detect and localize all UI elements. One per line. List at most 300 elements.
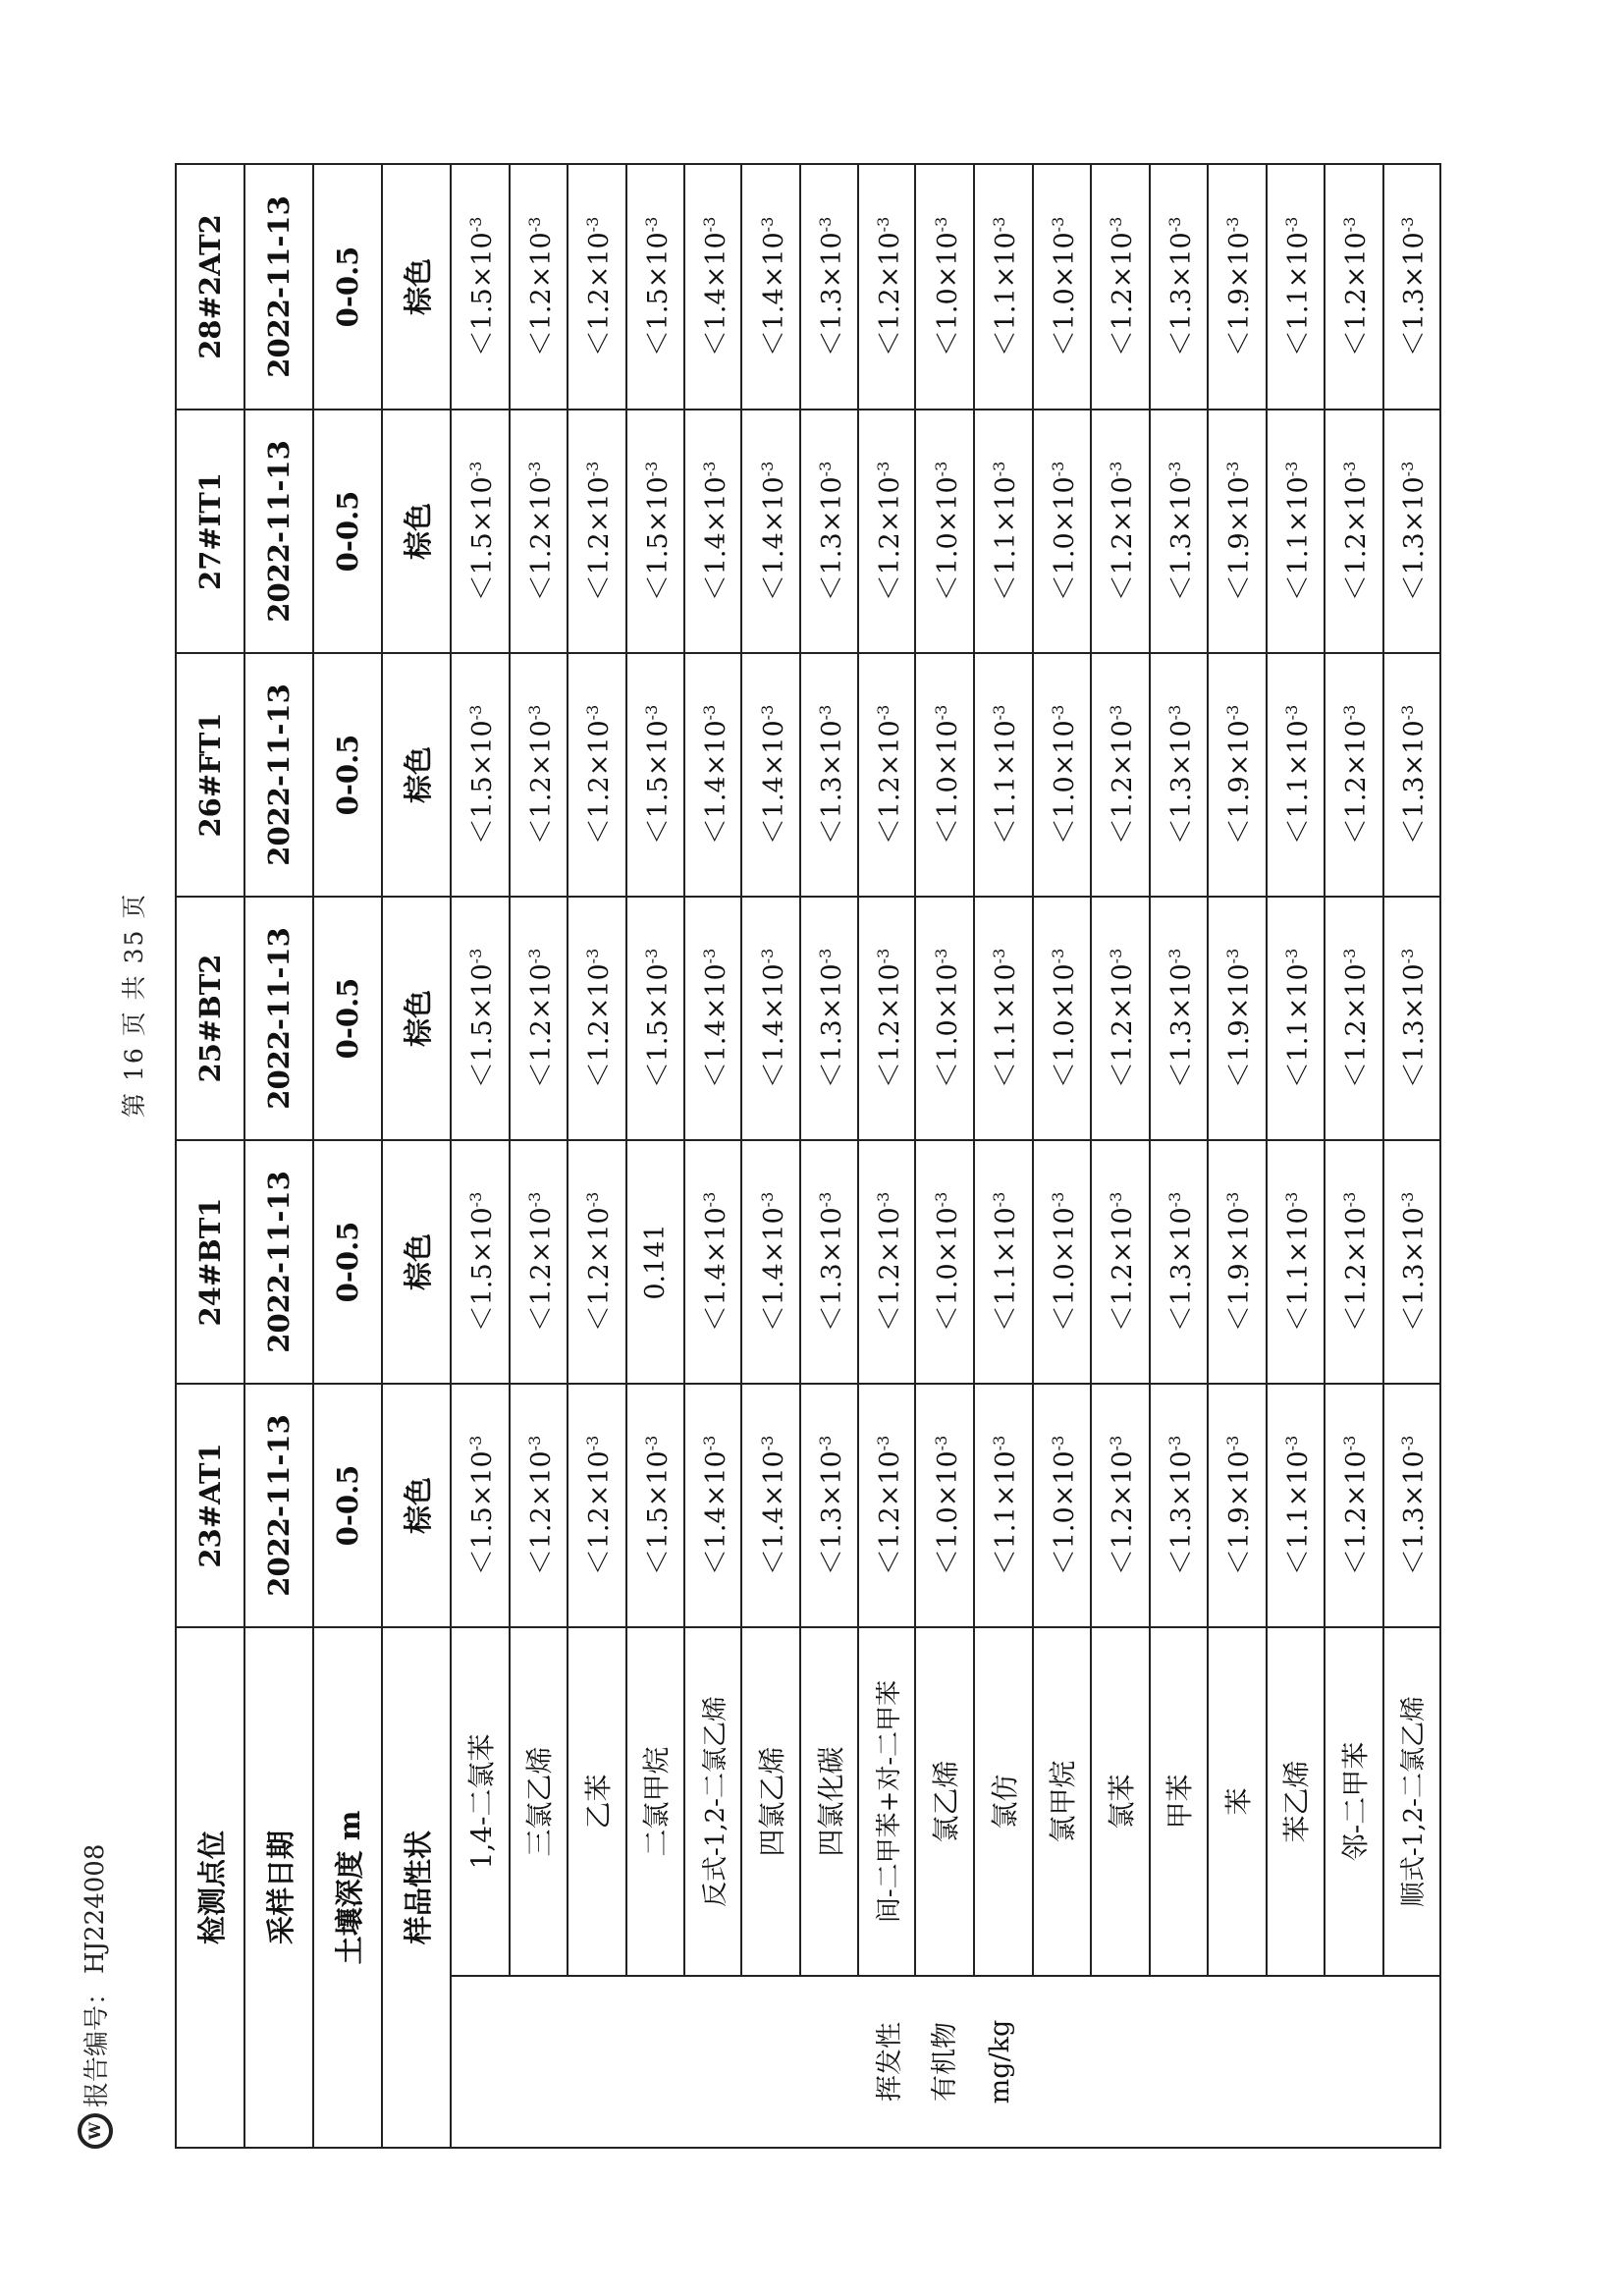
result-value: ＜1.1×10 xyxy=(1282,720,1314,846)
result-value-cell xyxy=(510,1384,568,1627)
result-value-cell xyxy=(858,653,915,897)
result-exponent: -3 xyxy=(873,1191,893,1208)
result-exponent: -3 xyxy=(990,1191,1009,1208)
result-exponent: -3 xyxy=(583,1191,603,1208)
result-exponent: -3 xyxy=(583,461,603,477)
result-exponent: -3 xyxy=(873,948,893,964)
result-exponent: -3 xyxy=(466,216,486,233)
result-value-cell xyxy=(974,410,1033,653)
result-value-cell xyxy=(1150,897,1209,1140)
result-value-cell xyxy=(974,164,1033,410)
result-exponent: -3 xyxy=(1164,461,1184,477)
result-exponent: -3 xyxy=(1398,704,1418,721)
result-exponent: -3 xyxy=(873,1435,893,1451)
header-row-depth xyxy=(313,164,382,2148)
result-value-cell xyxy=(1383,1140,1440,1384)
column-depth-cell: 0-0.5 xyxy=(313,1140,382,1384)
data-row xyxy=(684,164,741,2148)
result-exponent: -3 xyxy=(1281,948,1301,964)
result-value-cell xyxy=(915,897,974,1140)
result-value-cell xyxy=(974,1140,1033,1384)
result-exponent: -3 xyxy=(1107,948,1126,964)
result-value-cell xyxy=(915,410,974,653)
result-exponent: -3 xyxy=(699,1191,719,1208)
result-value-cell xyxy=(800,1384,859,1627)
result-value: ＜1.3×10 xyxy=(817,232,848,357)
result-value-cell xyxy=(568,1140,626,1384)
result-value: ＜1.2×10 xyxy=(584,963,616,1089)
result-value-cell xyxy=(1033,410,1092,653)
result-value-cell xyxy=(1383,653,1440,897)
result-value: ＜1.1×10 xyxy=(991,232,1022,357)
result-value: ＜1.9×10 xyxy=(1224,1450,1256,1576)
result-value-cell xyxy=(1091,1140,1150,1384)
result-value-cell xyxy=(1150,410,1209,653)
analyte-name: 氯仿 xyxy=(974,1627,1033,1976)
analyte-name: 二氯甲烷 xyxy=(626,1627,685,1976)
result-exponent: -3 xyxy=(1223,1191,1243,1208)
result-value-cell xyxy=(800,1140,859,1384)
result-value-cell xyxy=(684,410,741,653)
data-row xyxy=(1208,164,1267,2148)
data-row xyxy=(626,164,685,2148)
result-exponent: -3 xyxy=(466,461,486,477)
result-exponent: -3 xyxy=(1340,216,1360,233)
result-value-cell xyxy=(741,897,800,1140)
result-exponent: -3 xyxy=(1398,216,1418,233)
result-value: ＜1.5×10 xyxy=(642,963,674,1089)
result-value: ＜1.9×10 xyxy=(1224,476,1256,602)
result-exponent: -3 xyxy=(1107,216,1126,233)
result-value-cell xyxy=(684,164,741,410)
result-value: ＜1.4×10 xyxy=(700,1450,731,1576)
result-exponent: -3 xyxy=(524,704,544,721)
column-nature-cell: 棕色 xyxy=(382,1140,451,1384)
result-value-cell xyxy=(1150,653,1209,897)
result-exponent: -3 xyxy=(1048,1191,1067,1208)
analyte-name: 1,4-二氯苯 xyxy=(451,1627,510,1976)
result-value-cell xyxy=(510,653,568,897)
result-value: ＜1.2×10 xyxy=(1341,1450,1373,1576)
result-exponent: -3 xyxy=(466,1435,486,1451)
result-value: ＜1.2×10 xyxy=(525,720,557,846)
result-value-cell xyxy=(626,1140,685,1384)
result-exponent: -3 xyxy=(524,948,544,964)
result-exponent: -3 xyxy=(1048,948,1067,964)
result-value: ＜1.0×10 xyxy=(1049,720,1080,846)
data-row xyxy=(1150,164,1209,2148)
result-value-cell xyxy=(510,897,568,1140)
result-value: ＜1.3×10 xyxy=(1165,1207,1197,1333)
result-value: ＜1.3×10 xyxy=(1399,476,1431,602)
result-value: ＜1.2×10 xyxy=(1341,232,1373,357)
analyte-name: 顺式-1,2-二氯乙烯 xyxy=(1383,1627,1440,1976)
result-value-cell xyxy=(1383,410,1440,653)
result-exponent: -3 xyxy=(641,216,661,233)
category-line: 有机物 xyxy=(930,2022,960,2102)
result-value: ＜1.3×10 xyxy=(1399,232,1431,357)
column-date-cell: 2022-11-13 xyxy=(244,653,313,897)
result-exponent: -3 xyxy=(1223,948,1243,964)
row-header-point: 检测点位 xyxy=(176,1627,244,2148)
result-exponent: -3 xyxy=(699,216,719,233)
result-value: ＜1.2×10 xyxy=(874,1207,905,1333)
result-value-cell xyxy=(1091,410,1150,653)
column-date-cell: 2022-11-13 xyxy=(244,1140,313,1384)
column-nature-cell: 棕色 xyxy=(382,897,451,1140)
result-exponent: -3 xyxy=(1107,704,1126,721)
result-value: ＜1.2×10 xyxy=(525,1450,557,1576)
result-value-cell xyxy=(1383,164,1440,410)
result-value: ＜1.2×10 xyxy=(525,476,557,602)
column-point-cell: 24#BT1 xyxy=(176,1140,244,1384)
result-value-cell xyxy=(741,1140,800,1384)
result-value: ＜1.3×10 xyxy=(1165,476,1197,602)
result-exponent: -3 xyxy=(1164,216,1184,233)
result-exponent: -3 xyxy=(583,948,603,964)
result-value-cell xyxy=(1150,1384,1209,1627)
result-value-cell xyxy=(800,410,859,653)
result-value-cell xyxy=(510,164,568,410)
result-exponent: -3 xyxy=(1164,704,1184,721)
result-exponent: -3 xyxy=(1107,1191,1126,1208)
result-value-cell xyxy=(858,410,915,653)
result-exponent: -3 xyxy=(1398,948,1418,964)
result-value: ＜1.5×10 xyxy=(642,476,674,602)
result-exponent: -3 xyxy=(699,461,719,477)
result-value: ＜1.4×10 xyxy=(700,1207,731,1333)
result-exponent: -3 xyxy=(873,216,893,233)
result-exponent: -3 xyxy=(816,704,836,721)
result-value-cell xyxy=(1267,653,1325,897)
result-value: ＜1.0×10 xyxy=(1049,476,1080,602)
result-value: ＜1.4×10 xyxy=(700,476,731,602)
column-date-cell: 2022-11-13 xyxy=(244,410,313,653)
result-exponent: -3 xyxy=(990,216,1009,233)
result-value: ＜1.3×10 xyxy=(1399,1207,1431,1333)
result-exponent: -3 xyxy=(931,216,950,233)
result-value-cell xyxy=(1325,1140,1383,1384)
result-exponent: -3 xyxy=(816,1191,836,1208)
result-value-cell xyxy=(800,653,859,897)
result-value: ＜1.0×10 xyxy=(1049,1450,1080,1576)
result-exponent: -3 xyxy=(931,461,950,477)
result-exponent: -3 xyxy=(1164,948,1184,964)
result-value: ＜1.3×10 xyxy=(1165,963,1197,1089)
result-exponent: -3 xyxy=(1164,1435,1184,1451)
result-value-cell xyxy=(568,164,626,410)
result-value-cell xyxy=(1325,410,1383,653)
result-exponent: -3 xyxy=(699,948,719,964)
result-exponent: -3 xyxy=(1223,704,1243,721)
result-exponent: -3 xyxy=(1048,216,1067,233)
result-value: ＜1.2×10 xyxy=(1341,720,1373,846)
result-value-cell xyxy=(510,1140,568,1384)
result-exponent: -3 xyxy=(583,216,603,233)
result-value-cell xyxy=(1208,410,1267,653)
result-value-cell xyxy=(568,1384,626,1627)
result-value: ＜1.0×10 xyxy=(1049,963,1080,1089)
result-value-cell xyxy=(568,410,626,653)
result-value-cell xyxy=(1267,1384,1325,1627)
result-exponent: -3 xyxy=(1223,461,1243,477)
analyte-name: 氯苯 xyxy=(1091,1627,1150,1976)
analyte-name: 四氯乙烯 xyxy=(741,1627,800,1976)
result-value-cell xyxy=(626,1384,685,1627)
result-value-cell xyxy=(915,164,974,410)
result-exponent: -3 xyxy=(816,948,836,964)
result-exponent: -3 xyxy=(1340,1191,1360,1208)
result-value-cell xyxy=(1033,1384,1092,1627)
result-exponent: -3 xyxy=(641,704,661,721)
result-value-cell xyxy=(741,1384,800,1627)
result-value-cell xyxy=(1208,1140,1267,1384)
result-value-cell xyxy=(1267,410,1325,653)
result-exponent: -3 xyxy=(1340,1435,1360,1451)
result-value: ＜1.5×10 xyxy=(467,1207,499,1333)
result-exponent: -3 xyxy=(1281,461,1301,477)
result-value-cell xyxy=(1150,164,1209,410)
data-row xyxy=(858,164,915,2148)
data-row xyxy=(451,164,510,2148)
column-nature-cell: 棕色 xyxy=(382,653,451,897)
result-value-cell xyxy=(1208,897,1267,1140)
data-row xyxy=(915,164,974,2148)
result-value: ＜1.0×10 xyxy=(932,232,963,357)
column-point-cell: 23#AT1 xyxy=(176,1384,244,1627)
result-exponent: -3 xyxy=(466,1191,486,1208)
column-nature-cell: 棕色 xyxy=(382,164,451,410)
result-exponent: -3 xyxy=(990,461,1009,477)
result-value-cell xyxy=(915,1384,974,1627)
result-exponent: -3 xyxy=(757,1191,777,1208)
result-value: ＜1.4×10 xyxy=(700,232,731,357)
result-value-cell xyxy=(1208,1384,1267,1627)
result-value: ＜1.2×10 xyxy=(874,963,905,1089)
category-line: mg/kg xyxy=(985,2019,1015,2105)
result-value-cell xyxy=(451,1384,510,1627)
column-depth-cell: 0-0.5 xyxy=(313,410,382,653)
result-value: ＜1.2×10 xyxy=(1108,232,1139,357)
result-value-cell xyxy=(1383,897,1440,1140)
result-value: ＜1.3×10 xyxy=(1399,1450,1431,1576)
result-value: ＜1.3×10 xyxy=(1399,963,1431,1089)
data-row xyxy=(974,164,1033,2148)
report-number: HJ224008 xyxy=(80,1843,110,1974)
result-value: ＜1.2×10 xyxy=(1341,476,1373,602)
result-value-cell xyxy=(1208,653,1267,897)
column-point-cell: 28#2AT2 xyxy=(176,164,244,410)
data-row xyxy=(510,164,568,2148)
result-value: ＜1.2×10 xyxy=(584,476,616,602)
result-value-cell xyxy=(1325,653,1383,897)
result-value-cell xyxy=(800,897,859,1140)
column-nature-cell: 棕色 xyxy=(382,1384,451,1627)
data-row xyxy=(568,164,626,2148)
result-value: ＜1.4×10 xyxy=(758,1450,789,1576)
result-exponent: -3 xyxy=(1398,1435,1418,1451)
result-value: ＜1.2×10 xyxy=(874,720,905,846)
results-table xyxy=(175,163,1441,2149)
data-row xyxy=(1325,164,1383,2148)
result-value: ＜1.0×10 xyxy=(932,476,963,602)
column-point-cell: 27#IT1 xyxy=(176,410,244,653)
result-exponent: -3 xyxy=(1398,1191,1418,1208)
result-exponent: -3 xyxy=(816,461,836,477)
result-value-cell xyxy=(684,1140,741,1384)
result-value: ＜1.2×10 xyxy=(874,1450,905,1576)
result-exponent: -3 xyxy=(1164,1191,1184,1208)
result-exponent: -3 xyxy=(757,461,777,477)
result-exponent: -3 xyxy=(699,1435,719,1451)
result-value: ＜1.3×10 xyxy=(1165,720,1197,846)
analyte-name: 间-二甲苯+对-二甲苯 xyxy=(858,1627,915,1976)
column-nature-cell: 棕色 xyxy=(382,410,451,653)
category-cell xyxy=(451,1976,1440,2148)
result-value: ＜1.3×10 xyxy=(1399,720,1431,846)
analyte-name: 苯乙烯 xyxy=(1267,1627,1325,1976)
column-depth-cell: 0-0.5 xyxy=(313,164,382,410)
result-value: ＜1.0×10 xyxy=(1049,1207,1080,1333)
result-exponent: -3 xyxy=(1281,1435,1301,1451)
header-row-point xyxy=(176,164,244,2148)
result-value: ＜1.1×10 xyxy=(1282,1207,1314,1333)
result-exponent: -3 xyxy=(990,1435,1009,1451)
result-value-cell xyxy=(800,164,859,410)
result-value-cell xyxy=(1091,897,1150,1140)
result-value: ＜1.4×10 xyxy=(700,720,731,846)
result-exponent: -3 xyxy=(1223,216,1243,233)
analyte-name: 氯乙烯 xyxy=(915,1627,974,1976)
result-exponent: -3 xyxy=(1340,461,1360,477)
result-exponent: -3 xyxy=(1223,1435,1243,1451)
result-value: ＜1.0×10 xyxy=(1049,232,1080,357)
result-value-cell xyxy=(858,1140,915,1384)
result-value-cell xyxy=(1208,164,1267,410)
column-depth-cell: 0-0.5 xyxy=(313,897,382,1140)
column-depth-cell: 0-0.5 xyxy=(313,653,382,897)
result-value-cell xyxy=(974,897,1033,1140)
analyte-name: 乙苯 xyxy=(568,1627,626,1976)
column-point-cell: 26#FT1 xyxy=(176,653,244,897)
result-exponent: -3 xyxy=(1398,461,1418,477)
result-value-cell xyxy=(451,653,510,897)
result-value: ＜1.0×10 xyxy=(932,1207,963,1333)
result-exponent: -3 xyxy=(699,704,719,721)
column-date-cell: 2022-11-13 xyxy=(244,164,313,410)
result-value-cell xyxy=(1267,897,1325,1140)
result-value-cell xyxy=(510,410,568,653)
result-value-cell xyxy=(626,410,685,653)
result-exponent: -3 xyxy=(583,1435,603,1451)
result-exponent: -3 xyxy=(757,216,777,233)
result-exponent: -3 xyxy=(990,704,1009,721)
result-value: ＜1.0×10 xyxy=(932,720,963,846)
result-value-cell xyxy=(451,410,510,653)
header-row-date xyxy=(244,164,313,2148)
result-value: ＜1.5×10 xyxy=(642,1450,674,1576)
column-date-cell: 2022-11-13 xyxy=(244,897,313,1140)
result-exponent: -3 xyxy=(873,704,893,721)
result-value: ＜1.2×10 xyxy=(1341,963,1373,1089)
analyte-name: 苯 xyxy=(1208,1627,1267,1976)
result-value: ＜1.4×10 xyxy=(758,720,789,846)
result-exponent: -3 xyxy=(1048,461,1067,477)
result-value: ＜1.1×10 xyxy=(991,720,1022,846)
result-value-cell xyxy=(1033,1140,1092,1384)
result-exponent: -3 xyxy=(641,948,661,964)
result-exponent: -3 xyxy=(1048,704,1067,721)
category-line: 挥发性 xyxy=(875,2022,905,2102)
row-header-nature: 样品性状 xyxy=(382,1627,451,2148)
analyte-name: 甲苯 xyxy=(1150,1627,1209,1976)
result-exponent: -3 xyxy=(1048,1435,1067,1451)
result-value-cell xyxy=(915,653,974,897)
result-value: ＜1.9×10 xyxy=(1224,232,1256,357)
column-depth-cell: 0-0.5 xyxy=(313,1384,382,1627)
result-value: ＜1.1×10 xyxy=(991,476,1022,602)
result-value-cell xyxy=(451,164,510,410)
header-row-nature xyxy=(382,164,451,2148)
result-exponent: -3 xyxy=(990,948,1009,964)
result-value: ＜1.1×10 xyxy=(991,963,1022,1089)
result-value: ＜1.2×10 xyxy=(584,720,616,846)
result-value-cell xyxy=(858,1384,915,1627)
company-logo-icon: W xyxy=(78,2113,113,2149)
result-value: ＜1.4×10 xyxy=(758,232,789,357)
analyte-name: 氯甲烷 xyxy=(1033,1627,1092,1976)
page-number: 第 16 页 共 35 页 xyxy=(120,892,148,1118)
result-value: ＜1.5×10 xyxy=(467,720,499,846)
result-value: ＜1.2×10 xyxy=(584,1207,616,1333)
result-exponent: -3 xyxy=(641,461,661,477)
row-header-depth: 土壤深度 m xyxy=(313,1627,382,2148)
result-value-cell xyxy=(858,164,915,410)
result-value-cell xyxy=(915,1140,974,1384)
result-value: ＜1.1×10 xyxy=(991,1207,1022,1333)
result-exponent: -3 xyxy=(641,1435,661,1451)
result-value: ＜1.1×10 xyxy=(1282,232,1314,357)
data-row xyxy=(1267,164,1325,2148)
result-value-cell xyxy=(626,653,685,897)
result-value: ＜1.5×10 xyxy=(642,232,674,357)
result-value: ＜1.5×10 xyxy=(467,963,499,1089)
result-value-cell xyxy=(684,897,741,1140)
result-value-cell xyxy=(684,653,741,897)
result-value: ＜1.1×10 xyxy=(1282,963,1314,1089)
result-value: ＜1.2×10 xyxy=(584,1450,616,1576)
result-value: ＜1.3×10 xyxy=(1165,1450,1197,1576)
analyte-name: 三氯乙烯 xyxy=(510,1627,568,1976)
result-exponent: -3 xyxy=(757,948,777,964)
result-value: ＜1.4×10 xyxy=(700,963,731,1089)
result-value: ＜1.2×10 xyxy=(874,476,905,602)
result-value: ＜1.3×10 xyxy=(1165,232,1197,357)
result-value-cell xyxy=(684,1384,741,1627)
result-value: ＜1.2×10 xyxy=(525,1207,557,1333)
analyte-name: 反式-1,2-二氯乙烯 xyxy=(684,1627,741,1976)
result-value-cell xyxy=(1267,1140,1325,1384)
result-value-cell xyxy=(568,653,626,897)
analyte-name: 邻-二甲苯 xyxy=(1325,1627,1383,1976)
result-value-cell xyxy=(626,164,685,410)
result-exponent: -3 xyxy=(466,948,486,964)
result-value-cell xyxy=(741,164,800,410)
analyte-name: 四氯化碳 xyxy=(800,1627,859,1976)
result-value: ＜1.4×10 xyxy=(758,1207,789,1333)
result-exponent: -3 xyxy=(1340,704,1360,721)
result-value: ＜1.1×10 xyxy=(1282,476,1314,602)
